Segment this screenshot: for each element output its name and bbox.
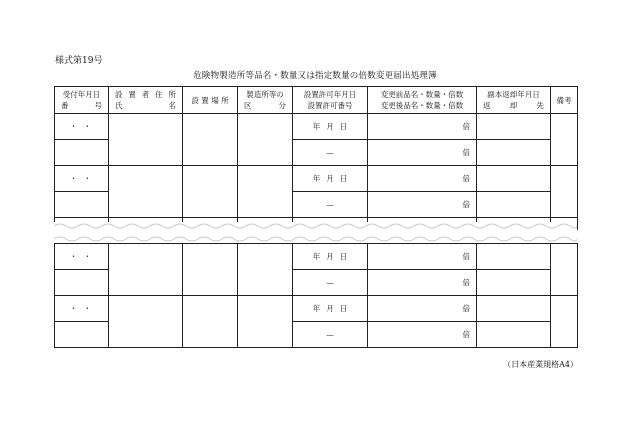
header-return <box>477 87 551 114</box>
change-after-cell[interactable]: 倍 <box>368 322 477 348</box>
location-cell[interactable] <box>183 114 238 166</box>
header-return-l2c: 先 <box>536 101 544 110</box>
day-label: 日 <box>339 304 348 313</box>
header-permit <box>293 87 368 114</box>
tear-wave-lines <box>54 222 577 243</box>
installer-cell[interactable] <box>109 244 183 296</box>
header-change-l2: 変更後品名・数量・倍数 <box>380 101 464 110</box>
reception-number-cell[interactable] <box>55 322 109 348</box>
day-label: 日 <box>339 252 348 261</box>
table-row <box>55 296 578 322</box>
header-reception-l2b: 号 <box>94 101 102 110</box>
header-remarks-text: 備考 <box>556 95 572 105</box>
change-after-cell[interactable]: 倍 <box>368 140 477 166</box>
year-label: 年 <box>312 252 321 261</box>
return-destination-cell[interactable] <box>477 140 551 166</box>
header-facility <box>238 87 293 114</box>
month-label: 月 <box>326 174 334 183</box>
permit-number-cell[interactable]: — <box>293 270 368 296</box>
facility-cell[interactable] <box>238 114 293 166</box>
header-permit-l2: 設置許可番号 <box>307 101 353 110</box>
year-label: 年 <box>312 122 321 131</box>
table-row <box>55 166 578 192</box>
installer-cell[interactable] <box>109 114 183 166</box>
header-location-text: 設 置 場 所 <box>191 95 229 105</box>
header-facility-l2a: 区 <box>244 101 252 110</box>
header-installer-c5: 所 <box>168 89 176 99</box>
header-return-l2b: 却 <box>509 101 518 110</box>
remarks-cell[interactable] <box>551 296 578 348</box>
installer-cell[interactable] <box>109 166 183 218</box>
header-reception-l1: 受付年月日 <box>62 89 101 99</box>
header-installer-c3: 者 <box>141 89 150 99</box>
form-number: 様式第19号 <box>55 56 103 66</box>
return-date-cell[interactable] <box>477 296 551 322</box>
year-label: 年 <box>312 304 321 313</box>
reception-number-cell[interactable] <box>55 192 109 218</box>
table-row <box>55 114 578 140</box>
paper-size-note: （日本産業規格A4） <box>503 360 578 369</box>
permit-date-cell[interactable] <box>293 166 368 192</box>
header-installer-c4: 住 <box>155 89 163 99</box>
header-return-l2a: 返 <box>483 101 491 110</box>
location-cell[interactable] <box>183 244 238 296</box>
return-destination-cell[interactable] <box>477 270 551 296</box>
page-break-tear <box>54 222 577 243</box>
permit-number-cell[interactable]: — <box>293 322 368 348</box>
header-installer-l2a: 氏 <box>115 101 123 110</box>
header-remarks <box>551 87 578 114</box>
year-label: 年 <box>312 174 321 183</box>
header-permit-l1: 設置許可年月日 <box>303 89 357 99</box>
register-table-bottom <box>54 243 578 348</box>
change-before-cell[interactable]: 倍 <box>368 114 477 140</box>
facility-cell[interactable] <box>238 296 293 348</box>
reception-date-cell[interactable]: ・ ・ <box>55 166 109 192</box>
permit-date-cell[interactable] <box>293 244 368 270</box>
header-facility-l2b: 分 <box>278 101 286 110</box>
return-date-cell[interactable] <box>477 166 551 192</box>
register-table-top <box>54 86 578 230</box>
location-cell[interactable] <box>183 296 238 348</box>
header-reception <box>55 87 109 114</box>
reception-date-cell[interactable]: ・ ・ <box>55 114 109 140</box>
permit-date-cell[interactable] <box>293 114 368 140</box>
change-before-cell[interactable]: 倍 <box>368 244 477 270</box>
month-label: 月 <box>326 304 334 313</box>
reception-number-cell[interactable] <box>55 140 109 166</box>
header-facility-l1: 製造所等の <box>246 89 284 99</box>
remarks-cell[interactable] <box>551 166 578 218</box>
day-label: 日 <box>339 122 348 131</box>
change-after-cell[interactable]: 倍 <box>368 270 477 296</box>
header-installer-c2: 置 <box>128 89 136 99</box>
return-date-cell[interactable] <box>477 244 551 270</box>
facility-cell[interactable] <box>238 166 293 218</box>
permit-date-cell[interactable] <box>293 296 368 322</box>
location-cell[interactable] <box>183 166 238 218</box>
day-label: 日 <box>339 174 348 183</box>
return-date-cell[interactable] <box>477 114 551 140</box>
facility-cell[interactable] <box>238 244 293 296</box>
permit-number-cell[interactable]: — <box>293 192 368 218</box>
permit-number-cell[interactable]: — <box>293 140 368 166</box>
document-title: 危険物製造所等品名・数量又は指定数量の倍数変更届出処理簿 <box>193 71 437 81</box>
remarks-cell[interactable] <box>551 114 578 166</box>
header-change-l1: 変更前品名・数量・倍数 <box>380 89 464 99</box>
change-before-cell[interactable]: 倍 <box>368 296 477 322</box>
remarks-cell[interactable] <box>551 244 578 296</box>
header-row <box>55 87 578 114</box>
return-destination-cell[interactable] <box>477 192 551 218</box>
header-reception-l2a: 番 <box>61 101 69 110</box>
header-location <box>183 87 238 114</box>
change-before-cell[interactable]: 倍 <box>368 166 477 192</box>
installer-cell[interactable] <box>109 296 183 348</box>
header-installer <box>109 87 183 114</box>
change-after-cell[interactable]: 倍 <box>368 192 477 218</box>
header-installer-l2b: 名 <box>168 101 176 110</box>
header-installer-c1: 設 <box>115 89 123 99</box>
header-change <box>368 87 477 114</box>
month-label: 月 <box>326 122 334 131</box>
month-label: 月 <box>326 252 334 261</box>
table-row <box>55 244 578 270</box>
reception-number-cell[interactable] <box>55 270 109 296</box>
reception-date-cell[interactable]: ・ ・ <box>55 296 109 322</box>
reception-date-cell[interactable]: ・ ・ <box>55 244 109 270</box>
header-return-l1: 副本返却年月日 <box>487 89 540 99</box>
return-destination-cell[interactable] <box>477 322 551 348</box>
